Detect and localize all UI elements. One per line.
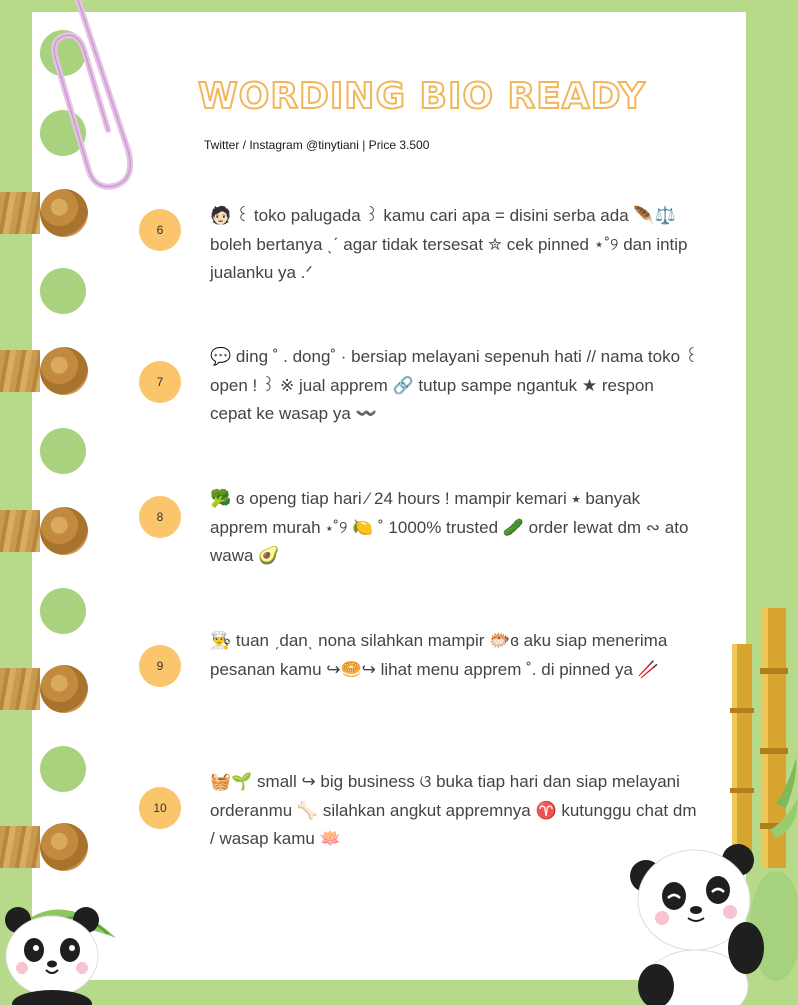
binder-ring-wood — [40, 823, 88, 871]
bio-entry-text: 🥦 ɞ openg tiap hari ⁄ 24 hours ! mampir kemari ⭑ banyak apprem murah ⋆˚୨ 🍋 ˚ 1000% trusted 🥒 order lewat dm ∾ ato wawa 🥑 — [210, 489, 689, 565]
bio-entry-text: 🧑🏻 ꒰ toko palugada ꒱ kamu cari apa = disini serba ada 🪶⚖️ boleh bertanya ˎˊ agar tidak tersesat ✮ cek pinned ⋆˚୨ dan intip jualanku ya .ᐟ — [210, 206, 688, 282]
binder-hole — [40, 268, 86, 314]
binder-ring-wood — [0, 668, 40, 710]
binder-ring-wood — [40, 665, 88, 713]
bio-entry-text: 👨‍🍳 tuan ˏdanˎ nona silahkan mampir 🐡ɞ aku siap menerima pesanan kamu ↪🥯↪ lihat menu apprem ˚. di pinned ya 🥢 — [210, 631, 668, 679]
binder-ring-wood — [40, 347, 88, 395]
panda-icon — [0, 898, 120, 1005]
binder-ring-wood — [40, 507, 88, 555]
binder-ring-wood — [0, 350, 40, 392]
page-subtitle: Twitter / Instagram @tinytiani | Price 3.500 — [204, 138, 430, 152]
binder-ring-wood — [0, 192, 40, 234]
binder-ring-wood — [40, 189, 88, 237]
bio-entry-text: 🧺🌱 small ↪ big business ଓ buka tiap hari dan siap melayani orderanmu 🦴 silahkan angkut appremnya ♈ kutunggu chat dm / wasap kamu 🪷 — [210, 772, 697, 848]
entry-number-badge: 10 — [139, 787, 181, 829]
entry-number-badge: 7 — [139, 361, 181, 403]
bio-entry-text: 💬 ding ˚ . dong˚ · bersiap melayani sepenuh hati // nama toko ꒰ open ! ꒱ ※ jual apprem 🔗 tutup sampe ngantuk ★ respon cepat ke wasap ya 〰️ — [210, 347, 699, 423]
binder-hole — [40, 746, 86, 792]
entry-number-badge: 8 — [139, 496, 181, 538]
panda-icon — [626, 836, 798, 1005]
page-title: WORDING BIO READY — [198, 76, 646, 117]
binder-ring-wood — [0, 510, 40, 552]
paperclip-icon — [50, 0, 140, 195]
bamboo-icon — [726, 608, 798, 868]
binder-hole — [40, 428, 86, 474]
binder-ring-wood — [0, 826, 40, 868]
entry-number-badge: 6 — [139, 209, 181, 251]
entry-number-badge: 9 — [139, 645, 181, 687]
binder-hole — [40, 588, 86, 634]
